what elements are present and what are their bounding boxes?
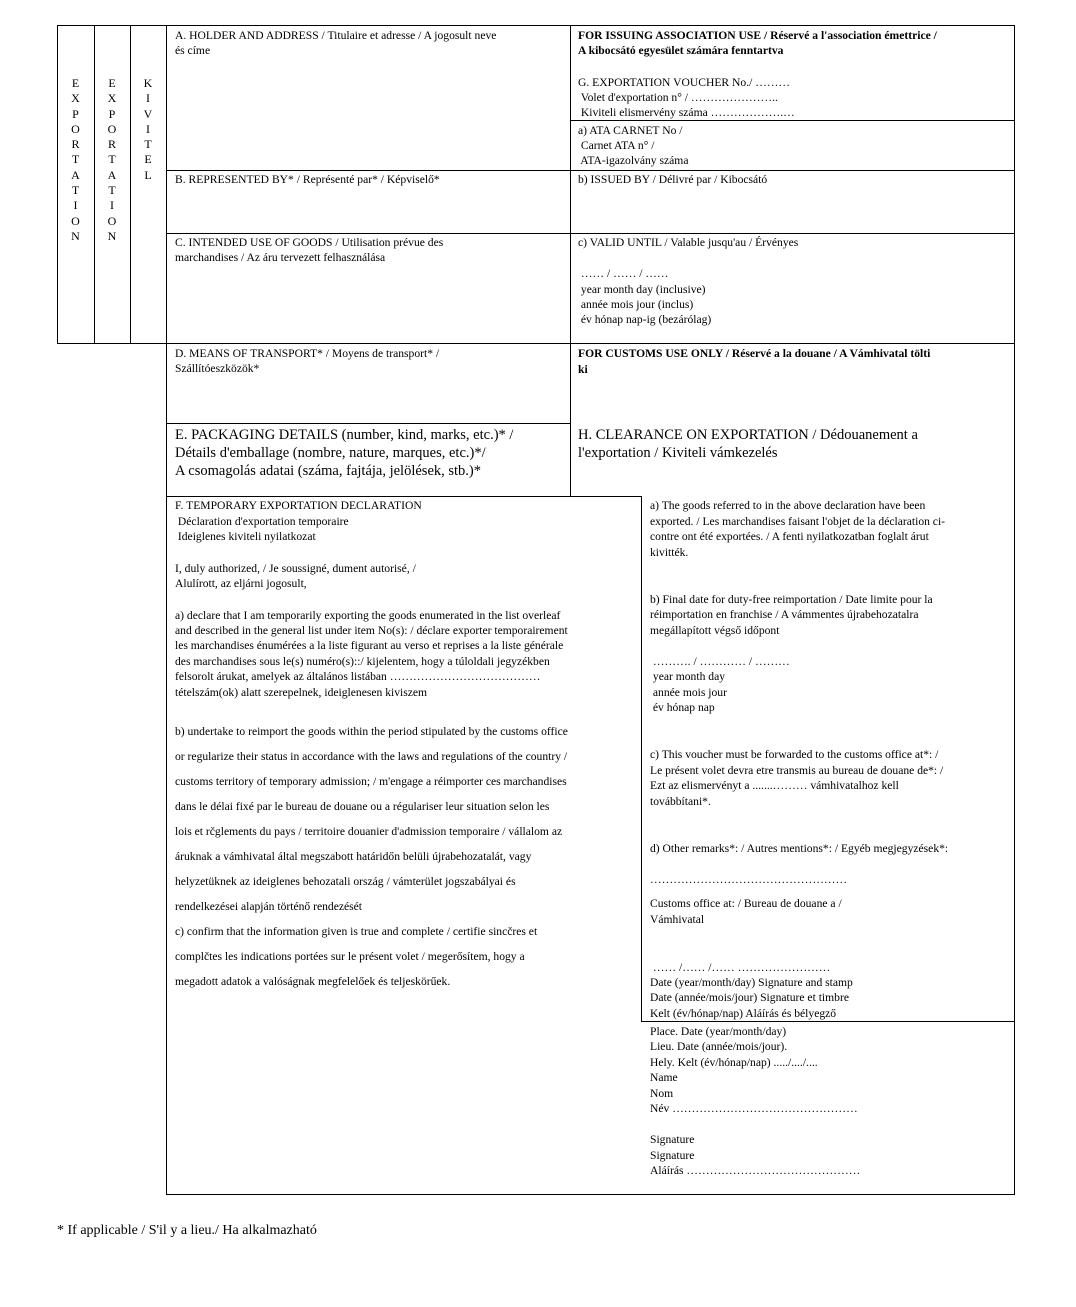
h-forward-line: továbbítani*. bbox=[650, 795, 711, 808]
h-final-date-line: b) Final date for duty-free reimportation / Date limite pour la bbox=[650, 593, 933, 606]
h-customs-office-label-hu: Vámhivatal bbox=[650, 913, 705, 926]
right-edge bbox=[1014, 343, 1015, 1195]
side-label-letter: E bbox=[71, 76, 80, 90]
section-d-label: D. MEANS OF TRANSPORT* / Moyens de transport* / bbox=[175, 347, 440, 360]
footnote: * If applicable / S'il y a lieu./ Ha alkalmazható bbox=[57, 1223, 317, 1238]
side-label-letter: E bbox=[108, 76, 116, 90]
declaration-b-line: dans le délai fixé par le bureau de douane ou a régulariser leur situation selon les bbox=[175, 800, 550, 813]
declaration-a-line: tételszám(ok) alatt szerepelnek, ideiglenesen kiviszem bbox=[175, 686, 428, 699]
divider-f-h bbox=[641, 496, 642, 1022]
side-label-letter: O bbox=[107, 213, 117, 228]
declarant-name-label-hu: Név ………………………………………… bbox=[650, 1102, 858, 1115]
declarant-signature-label: Signature bbox=[650, 1133, 695, 1146]
divider-d-e bbox=[166, 423, 570, 424]
declarant-place-date-hu: Hely. Kelt (év/hónap/nap) ...../..../.... bbox=[650, 1056, 818, 1069]
bottom-edge bbox=[166, 1194, 1015, 1195]
ata-carnet-label-hu: ATA-igazolvány száma bbox=[578, 154, 689, 167]
h-forward-line: c) This voucher must be forwarded to the customs office at*: / bbox=[650, 748, 939, 761]
side-label-letter: I bbox=[146, 121, 150, 136]
valid-until-date-blank: …… / …… / …… bbox=[578, 267, 669, 280]
side-label-letter: T bbox=[71, 183, 80, 198]
section-f-intro-hu: Alulírott, az eljárni jogosult, bbox=[175, 577, 307, 590]
declarant-place-date-fr: Lieu. Date (année/mois/jour). bbox=[650, 1040, 788, 1053]
side-label-letter: X bbox=[71, 91, 80, 106]
divider-a-b bbox=[166, 170, 1015, 171]
side-label-letter: O bbox=[71, 121, 80, 136]
section-c-label-cont: marchandises / Az áru tervezett felhasználása bbox=[175, 251, 386, 264]
issuing-association-header: FOR ISSUING ASSOCIATION USE / Réservé a l'association émettrice / bbox=[578, 29, 937, 42]
section-h-label: H. CLEARANCE ON EXPORTATION / Dédouanement a bbox=[578, 427, 918, 443]
ata-carnet-label-fr: Carnet ATA n° / bbox=[578, 139, 655, 152]
customs-use-header: FOR CUSTOMS USE ONLY / Réservé a la douane / A Vámhivatal tölti bbox=[578, 347, 931, 360]
h-final-date-line: réimportation en franchise / A vámmentes újrabehozatalra bbox=[650, 608, 919, 621]
section-d-label-cont: Szállítóeszközök* bbox=[175, 362, 260, 375]
h-exported-line: a) The goods referred to in the above declaration have been bbox=[650, 499, 926, 512]
side-label-letter: P bbox=[72, 106, 79, 121]
declaration-a-line: a) declare that I am temporarily exporting the goods enumerated in the list overleaf bbox=[175, 609, 561, 622]
h-final-date-format: année mois jour bbox=[650, 686, 727, 699]
issuing-association-header-cont: A kibocsátó egyesület számára fenntartva bbox=[578, 44, 784, 57]
declaration-b-line: lois et rčglements du pays / territoire douanier d'admission temporaire / vállalom az bbox=[175, 825, 563, 838]
section-f-title-hu: Ideiglenes kiviteli nyilatkozat bbox=[175, 530, 316, 543]
side-label-letter: O bbox=[71, 213, 80, 228]
middle-divider bbox=[570, 25, 571, 497]
section-f-title: F. TEMPORARY EXPORTATION DECLARATION bbox=[175, 499, 422, 512]
side-label-letter: P bbox=[108, 106, 116, 121]
valid-until-format-fr: année mois jour (inclus) bbox=[578, 298, 694, 311]
declarant-signature-label-hu: Aláírás ……………………………………… bbox=[650, 1164, 861, 1177]
issued-by-label: b) ISSUED BY / Délivré par / Kibocsátó bbox=[578, 173, 768, 186]
section-e-label: E. PACKAGING DETAILS (number, kind, marks, etc.)* / bbox=[175, 427, 514, 443]
declarant-name-label-fr: Nom bbox=[650, 1087, 674, 1100]
side-label-letter: L bbox=[144, 167, 152, 182]
side-label-letter: R bbox=[71, 137, 80, 152]
declaration-b-line: b) undertake to reimport the goods within the period stipulated by the customs office bbox=[175, 725, 568, 738]
side-label-letter: A bbox=[71, 167, 80, 182]
h-signature-label: Date (year/month/day) Signature and stamp bbox=[650, 976, 853, 989]
valid-until-format-hu: év hónap nap-ig (bezárólag) bbox=[578, 313, 712, 326]
voucher-number-label-fr: Volet d'exportation n° / ………………….. bbox=[578, 91, 778, 104]
section-h-label-cont: l'exportation / Kiviteli vámkezelés bbox=[578, 445, 778, 461]
declaration-b-line: customs territory of temporary admission; / m'engage a réimporter ces marchandises bbox=[175, 775, 567, 788]
section-f-intro: I, duly authorized, / Je soussigné, dument autorisé, / bbox=[175, 562, 416, 575]
declaration-a-line: les marchandises énumérées a la liste figurant au verso et reprises a la liste générale bbox=[175, 639, 564, 652]
side-label-letter: T bbox=[144, 137, 152, 152]
h-exported-line: exported. / Les marchandises faisant l'objet de la déclaration ci- bbox=[650, 515, 946, 528]
h-exported-line: contre ont été exportées. / A fenti nyilatkozatban foglalt árut bbox=[650, 530, 929, 543]
voucher-number-label-hu: Kiviteli elismervény száma ……………….… bbox=[578, 106, 795, 119]
customs-use-header-cont: ki bbox=[578, 363, 588, 376]
divider-e-f bbox=[166, 496, 642, 497]
side-label-exportation-en bbox=[57, 76, 94, 244]
h-forward-line: Ezt az elismervényt a .......……… vámhivatalhoz kell bbox=[650, 779, 899, 792]
side-label-letter: I bbox=[146, 91, 150, 106]
section-f-title-fr: Déclaration d'exportation temporaire bbox=[175, 515, 349, 528]
side-label-letter: K bbox=[143, 76, 153, 90]
side-label-kivitel bbox=[130, 76, 166, 183]
h-final-date-format: year month day bbox=[650, 670, 726, 683]
side-label-letter: T bbox=[108, 152, 116, 167]
h-final-date-blank: ………. / ………… / ……… bbox=[650, 655, 790, 668]
h-exported-line: kivitték. bbox=[650, 546, 689, 559]
ata-carnet-label: a) ATA CARNET No / bbox=[578, 124, 683, 137]
section-e-label-fr: Détails d'emballage (nombre, nature, marques, etc.)*/ bbox=[175, 445, 486, 461]
side-label-letter: I bbox=[110, 198, 114, 213]
side-label-letter: E bbox=[144, 152, 152, 167]
section-c-label: C. INTENDED USE OF GOODS / Utilisation prévue des bbox=[175, 236, 444, 249]
divider-b-c bbox=[166, 233, 1015, 234]
side-label-exportation-fr bbox=[94, 76, 130, 244]
declaration-b-line: rendelkezései alapján történő rendezését bbox=[175, 900, 363, 913]
side-label-letter: A bbox=[107, 167, 117, 182]
section-a-label: A. HOLDER AND ADDRESS / Titulaire et adresse / A jogosult neve bbox=[175, 29, 497, 42]
h-remarks-label: d) Other remarks*: / Autres mentions*: / Egyéb megjegyzések*: bbox=[650, 842, 949, 855]
declaration-a-line: des marchandises sous le(s) numéro(s)::/ kijelentem, hogy a túloldali jegyzékben bbox=[175, 655, 550, 668]
declarant-signature-label-fr: Signature bbox=[650, 1149, 695, 1162]
side-label-letter: N bbox=[71, 228, 80, 243]
declarant-name-label: Name bbox=[650, 1071, 678, 1084]
h-final-date-line: megállapított végső időpont bbox=[650, 624, 780, 637]
declaration-b-line: or regularize their status in accordance with the laws and regulations of the country / bbox=[175, 750, 568, 763]
h-signature-blank: …… /…… /…… …………………… bbox=[650, 961, 831, 974]
h-remarks-blank: …………………………………………… bbox=[650, 873, 848, 886]
valid-until-label: c) VALID UNTIL / Valable jusqu'au / Érvényes bbox=[578, 236, 799, 249]
declaration-c-line: c) confirm that the information given is true and complete / certifie sincčres et bbox=[175, 925, 538, 938]
declaration-a-line: and described in the general list under item No(s): / déclare exporter temporairement bbox=[175, 624, 568, 637]
side-label-letter: I bbox=[73, 198, 78, 213]
voucher-number-label: G. EXPORTATION VOUCHER No./ ……… bbox=[578, 76, 791, 89]
side-label-letter: T bbox=[71, 152, 80, 167]
side-label-letter: N bbox=[107, 228, 117, 243]
divider-d-top bbox=[166, 343, 1015, 344]
declaration-b-line: helyzetüknek az ideiglenes behozatali ország / vámterület jogszabályai és bbox=[175, 875, 516, 888]
declaration-c-line: megadott adatok a valóságnak megfelelőek és teljeskörűek. bbox=[175, 975, 451, 988]
valid-until-format-en: year month day (inclusive) bbox=[578, 283, 706, 296]
section-a-label-cont: és címe bbox=[175, 44, 211, 57]
side-label-letter: T bbox=[108, 183, 116, 198]
label-column-divider bbox=[130, 25, 131, 344]
h-signature-label-fr: Date (année/mois/jour) Signature et timbre bbox=[650, 991, 849, 1004]
label-column-divider bbox=[166, 25, 167, 1195]
section-b-label: B. REPRESENTED BY* / Représenté par* / Képviselő* bbox=[175, 173, 440, 186]
side-label-letter: R bbox=[107, 137, 116, 152]
declaration-c-line: complčtes les indications portées sur le présent volet / megerősítem, hogy a bbox=[175, 950, 525, 963]
side-label-letter: X bbox=[107, 91, 117, 106]
side-label-letter: O bbox=[107, 121, 117, 136]
section-e-label-hu: A csomagolás adatai (száma, fajtája, jelölések, stb.)* bbox=[175, 463, 482, 479]
side-label-letter: V bbox=[143, 106, 153, 121]
declaration-a-line: felsorolt árukat, amelyek az általános listában ………………………………… bbox=[175, 670, 541, 683]
h-signature-label-hu: Kelt (év/hónap/nap) Aláírás és bélyegző bbox=[650, 1007, 837, 1020]
h-forward-line: Le présent volet devra etre transmis au bureau de douane de*: / bbox=[650, 764, 944, 777]
declarant-place-date: Place. Date (year/month/day) bbox=[650, 1025, 787, 1038]
h-customs-office-label: Customs office at: / Bureau de douane a / bbox=[650, 897, 842, 910]
declaration-b-line: áruknak a vámhivatal által megszabott határidőn belüli újrabehozatalát, vagy bbox=[175, 850, 532, 863]
h-final-date-format: év hónap nap bbox=[650, 701, 715, 714]
